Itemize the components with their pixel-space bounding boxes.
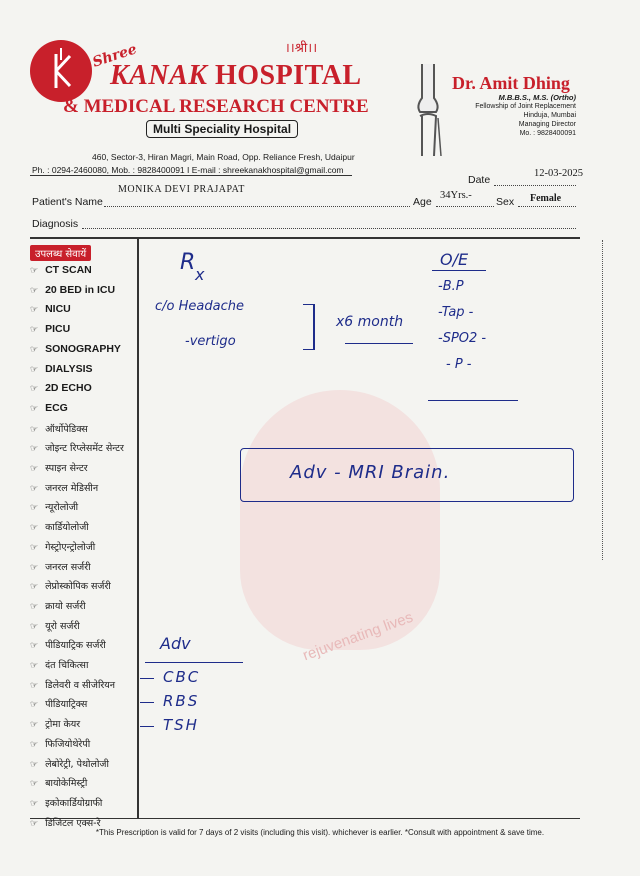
complaint-duration: x6 month <box>336 314 404 330</box>
service-label: PICU <box>45 323 71 336</box>
service-item <box>30 658 88 671</box>
duration-underline <box>345 343 413 344</box>
test-dash <box>140 702 154 703</box>
test-dash <box>140 726 154 727</box>
pointing-hand-icon: ☞ <box>30 363 39 374</box>
service-label: न्यूरोलोजी <box>45 502 79 514</box>
oe-item: -Tap - <box>438 305 474 320</box>
service-item <box>30 284 115 296</box>
pointing-hand-icon: ☞ <box>30 402 39 413</box>
service-item <box>30 757 109 770</box>
rx-subscript: x <box>195 265 205 284</box>
service-item <box>30 422 88 435</box>
service-label: NICU <box>45 303 71 316</box>
sidebar-divider <box>137 238 139 818</box>
service-item <box>30 323 70 335</box>
service-item <box>30 441 124 454</box>
pointing-hand-icon: ☞ <box>30 600 39 611</box>
service-label: डिलेवरी व सीजेरियन <box>45 679 116 691</box>
service-label: यूरो सर्जरी <box>45 620 80 632</box>
pointing-hand-icon: ☞ <box>30 620 39 631</box>
pointing-hand-icon: ☞ <box>30 778 39 789</box>
complaint-headache: c/o Headache <box>155 299 244 314</box>
service-label: 20 BED in ICU <box>45 283 116 296</box>
pointing-hand-icon: ☞ <box>30 699 39 710</box>
pointing-hand-icon: ☞ <box>30 522 39 533</box>
age-label: Age <box>413 196 432 208</box>
service-item <box>30 540 95 553</box>
patient-name-label: Patient's Name <box>32 196 103 208</box>
oe-title: O/E <box>440 250 469 269</box>
watermark-text: rejuvenating lives <box>300 608 416 665</box>
pointing-hand-icon: ☞ <box>30 284 39 295</box>
service-item <box>30 264 92 276</box>
hospital-logo-icon <box>30 40 92 102</box>
date-line <box>494 185 576 186</box>
date-value: 12-03-2025 <box>534 168 583 179</box>
service-label: दंत चिकित्सा <box>45 660 89 671</box>
test-dash <box>140 678 154 679</box>
pointing-hand-icon: ☞ <box>30 463 39 473</box>
service-label: लेप्रोस्कोपिक सर्जरी <box>45 581 111 593</box>
service-item <box>30 796 102 809</box>
service-item <box>30 619 80 632</box>
pointing-hand-icon: ☞ <box>30 502 39 513</box>
service-label: स्पाइन सेन्टर <box>45 463 88 474</box>
service-label: लेबोरेट्री, पेथोलोजी <box>45 758 109 770</box>
service-label: ट्रोमा केयर <box>45 719 81 731</box>
service-label: इकोकार्डियोग्राफी <box>45 797 103 809</box>
service-label: फिजियोथेरेपी <box>45 738 91 750</box>
body-top-border <box>30 237 580 239</box>
sex-label: Sex <box>496 196 515 208</box>
services-heading: उपलब्ध सेवायें <box>30 245 91 261</box>
service-item <box>30 697 87 710</box>
service-item <box>30 461 88 474</box>
pointing-hand-icon: ☞ <box>30 482 39 493</box>
rx-symbol: R <box>180 250 196 275</box>
hospital-subtitle: & MEDICAL RESEARCH CENTRE <box>63 96 369 117</box>
service-item <box>30 816 101 829</box>
service-label: क्रायो सर्जरी <box>45 600 86 612</box>
service-label: DIALYSIS <box>45 362 93 375</box>
service-label: गेस्ट्रोएन्ट्रोलोजी <box>45 541 96 553</box>
hospital-address: 460, Sector-3, Hiran Magri, Main Road, Opp. Reliance Fresh, Udaipur <box>92 152 355 162</box>
header-divider <box>30 175 352 176</box>
service-label: ऑर्थोपेडिक्स <box>45 423 88 435</box>
advice-mri: Adv - MRI Brain. <box>290 462 451 483</box>
age-value: 34Yrs.- <box>440 190 472 201</box>
service-label: 2D ECHO <box>45 382 92 395</box>
pointing-hand-icon: ☞ <box>30 758 39 769</box>
advice-tests-label: Adv <box>160 634 191 653</box>
pointing-hand-icon: ☞ <box>30 324 39 335</box>
oe-end-line <box>428 400 518 401</box>
prescription-footer-note: *This Prescription is valid for 7 days of 2 visits (including this visit). whichever is earlier. *Consult with appointment & save time. <box>95 828 545 837</box>
service-item <box>30 481 98 494</box>
service-label: पीडियाट्रिक सर्जरी <box>45 640 106 652</box>
complaint-bracket <box>303 304 315 350</box>
patient-name-value: MONIKA DEVI PRAJAPAT <box>118 184 245 195</box>
doctor-name: Dr. Amit Dhing <box>452 73 570 93</box>
pointing-hand-icon: ☞ <box>30 738 39 749</box>
pointing-hand-icon: ☞ <box>30 423 39 434</box>
pointing-hand-icon: ☞ <box>30 660 39 670</box>
service-label: जनरल मेडिसीन <box>45 482 99 494</box>
pointing-hand-icon: ☞ <box>30 541 39 552</box>
service-item <box>30 737 90 750</box>
pointing-hand-icon: ☞ <box>30 304 39 315</box>
service-label: कार्डियोलोजी <box>45 522 89 534</box>
right-margin-dots <box>602 240 603 560</box>
diagnosis-line <box>82 228 576 229</box>
service-item <box>30 678 115 691</box>
service-item <box>30 402 68 414</box>
oe-item: -B.P <box>438 279 464 294</box>
service-item <box>30 520 89 533</box>
pointing-hand-icon: ☞ <box>30 817 39 828</box>
pointing-hand-icon: ☞ <box>30 679 39 690</box>
sex-line <box>518 206 576 207</box>
hospital-name: KANAK HOSPITAL <box>110 60 362 91</box>
devanagari-shree: ।।श्री।। <box>284 41 318 56</box>
service-item <box>30 343 121 355</box>
service-item <box>30 382 92 394</box>
test-item: CBC <box>163 668 201 686</box>
pointing-hand-icon: ☞ <box>30 265 39 275</box>
body-bottom-border <box>30 818 580 819</box>
pointing-hand-icon: ☞ <box>30 581 39 592</box>
pointing-hand-icon: ☞ <box>30 797 39 808</box>
pointing-hand-icon: ☞ <box>30 343 39 354</box>
service-label: ECG <box>45 401 68 414</box>
sex-value: Female <box>530 193 562 204</box>
service-label: डिजिटल एक्स-रे <box>45 817 101 829</box>
service-item <box>30 599 86 612</box>
service-label: CT SCAN <box>45 264 92 276</box>
tests-underline <box>145 662 243 663</box>
service-label: पीडियाट्रिक्स <box>45 699 88 711</box>
service-label: जोइन्ट रिप्लेसमेंट सेन्टर <box>45 443 124 455</box>
pointing-hand-icon: ☞ <box>30 640 39 651</box>
test-item: RBS <box>163 692 200 710</box>
oe-underline <box>432 270 486 271</box>
pointing-hand-icon: ☞ <box>30 383 39 394</box>
service-item <box>30 363 93 375</box>
service-item <box>30 560 91 573</box>
complaint-vertigo: -vertigo <box>185 334 236 349</box>
service-item <box>30 776 87 789</box>
patient-name-line <box>104 206 410 207</box>
service-label: SONOGRAPHY <box>45 342 121 355</box>
doctor-credentials: M.B.B.S., M.S. (Ortho) Fellowship of Joint Replacement Hinduja, Mumbai Managing Director Mo. : 9828400091 <box>475 93 576 137</box>
pointing-hand-icon: ☞ <box>30 719 39 730</box>
oe-item: -SPO2 - <box>438 331 487 346</box>
service-item <box>30 303 71 315</box>
service-item <box>30 500 78 513</box>
service-item <box>30 638 106 651</box>
date-label: Date <box>468 174 491 186</box>
service-label: जनरल सर्जरी <box>45 561 91 573</box>
age-line <box>436 206 494 207</box>
diagnosis-label: Diagnosis <box>32 218 79 230</box>
service-item <box>30 717 80 730</box>
shree-script: Shree <box>90 41 139 71</box>
pointing-hand-icon: ☞ <box>30 561 39 572</box>
oe-item: - P - <box>446 357 472 372</box>
test-item: TSH <box>163 716 199 734</box>
hospital-contact: Ph. : 0294-2460080, Mob. : 9828400091 I E-mail : shreekanakhospital@gmail.com <box>32 165 344 175</box>
service-item <box>30 579 111 592</box>
pointing-hand-icon: ☞ <box>30 443 39 454</box>
service-label: बायोकेमिस्ट्री <box>45 778 88 790</box>
speciality-badge: Multi Speciality Hospital <box>146 120 298 138</box>
